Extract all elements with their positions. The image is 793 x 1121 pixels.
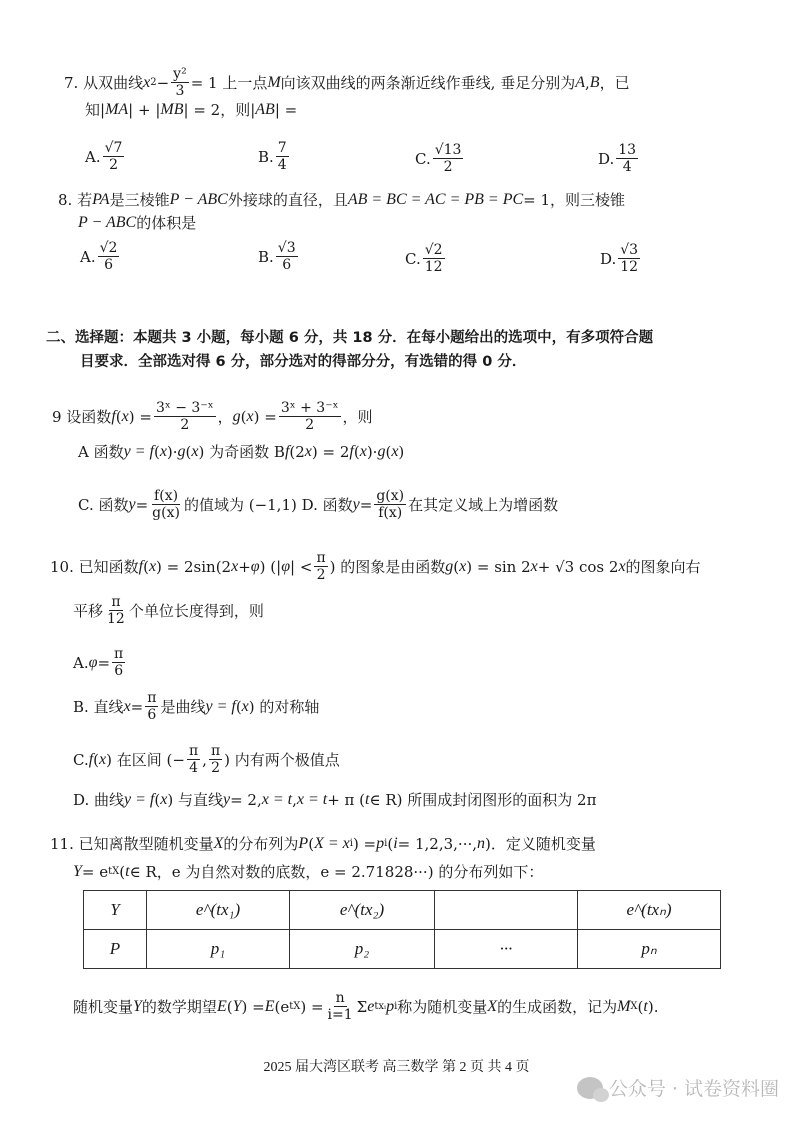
- math-symbol: MB: [160, 101, 184, 118]
- q8-option-b: [258, 240, 300, 273]
- math-symbol: X = x: [314, 835, 350, 852]
- text-run: 的生成函数，记为: [497, 997, 618, 1016]
- q7-option-b: [258, 140, 291, 173]
- math-symbol: x: [231, 557, 239, 575]
- text-run: ) 与直线: [167, 791, 223, 809]
- text-run: ) 为奇函数 B: [198, 443, 285, 461]
- text-run: (: [308, 835, 315, 853]
- denominator: 2: [443, 159, 453, 175]
- table-header-cell: P: [84, 930, 147, 969]
- text-run: 的数学期望: [141, 997, 217, 1016]
- fraction: [209, 743, 222, 776]
- fraction: [171, 66, 189, 99]
- numerator: √7: [104, 140, 123, 156]
- fraction: [150, 488, 182, 521]
- text-run: C.: [415, 149, 431, 168]
- text-run: (: [185, 443, 192, 461]
- fraction: [145, 690, 158, 723]
- text-run: ) 的图象是由函数: [329, 557, 446, 576]
- math-symbol: f: [349, 443, 354, 460]
- text-run: | =: [274, 101, 298, 119]
- math-symbol: y = f: [123, 443, 154, 460]
- fraction: [423, 242, 445, 275]
- math-symbol: g: [445, 557, 454, 575]
- fraction: [154, 400, 216, 433]
- denominator: 2: [109, 157, 118, 173]
- math-symbol: φ: [281, 557, 291, 575]
- q7-stem-line1: [64, 66, 630, 99]
- math-symbol: p: [376, 835, 385, 852]
- text-run: )·: [166, 443, 178, 461]
- table-row-y: [84, 891, 721, 930]
- text-run: (: [153, 443, 160, 461]
- math-symbol: x: [530, 557, 538, 575]
- math-symbol: AB = BC = AC = PB = PC: [347, 191, 524, 208]
- text-run: ).: [647, 997, 659, 1016]
- table-header-cell: Y: [84, 891, 147, 930]
- text-run: + π (: [327, 791, 366, 809]
- table-cell: e^(txₙ): [578, 891, 721, 930]
- numerator: π: [210, 743, 221, 759]
- math-symbol: i: [393, 835, 398, 852]
- fraction: [314, 550, 327, 583]
- text-run: (e: [274, 997, 290, 1016]
- math-symbol: MA: [105, 101, 129, 118]
- q8-stem-line2: [78, 213, 196, 233]
- denominator: i=1: [327, 1007, 353, 1023]
- text-run: B. 直线: [73, 697, 124, 716]
- math-symbol: X: [487, 997, 498, 1015]
- text-run: 外接球的直径，且: [227, 191, 348, 209]
- text-run: A.: [85, 147, 101, 166]
- denominator: 6: [147, 707, 157, 723]
- text-run: +: [238, 557, 251, 576]
- subscript: i: [349, 838, 353, 849]
- math-symbol: Y: [73, 863, 82, 880]
- numerator: 3ˣ + 3⁻ˣ: [280, 400, 339, 416]
- numerator: π: [316, 550, 326, 566]
- math-symbol: φ: [88, 653, 98, 671]
- text-run: ∈ R，e 为自然对数的底数，e = 2.71828···) 的分布列如下：: [129, 863, 544, 881]
- math-symbol: f: [138, 557, 144, 575]
- text-run: D.: [598, 149, 615, 168]
- text-run: ,: [292, 791, 297, 809]
- math-symbol: f: [284, 443, 290, 460]
- math-symbol: g: [377, 443, 386, 460]
- superscript: 2: [150, 76, 157, 88]
- text-run: ) =: [253, 407, 277, 426]
- text-run: A.: [73, 653, 89, 672]
- denominator: 2: [211, 760, 220, 776]
- text-run: =: [359, 495, 373, 514]
- numerator: √2: [99, 240, 118, 256]
- math-symbol: x: [121, 407, 129, 425]
- fraction: [105, 594, 127, 627]
- text-run: 7. 从双曲线: [64, 73, 144, 92]
- numerator: g(x): [376, 488, 405, 504]
- q8-option-d: [600, 242, 642, 275]
- math-symbol: x: [304, 443, 312, 460]
- text-run: ) = sin 2: [466, 557, 531, 576]
- math-symbol: A: [575, 73, 585, 91]
- fraction: [276, 140, 289, 173]
- text-run: = 2,: [230, 791, 262, 809]
- table-cell: p₁: [147, 930, 290, 969]
- superscript: tX: [289, 1000, 301, 1012]
- text-run: 11. 已知离散型随机变量: [50, 835, 214, 853]
- distribution-table: [83, 890, 721, 969]
- math-symbol: x: [160, 791, 168, 808]
- math-symbol: y = f: [205, 697, 236, 715]
- wechat-icon: [577, 1077, 603, 1099]
- q10-option-b: [73, 690, 319, 723]
- table-cell: e^(tx₂): [290, 891, 435, 930]
- q11-stem-line2: [73, 862, 543, 882]
- text-run: (: [387, 835, 394, 853]
- table-cell: pₙ: [578, 930, 721, 969]
- text-run: | + |: [128, 101, 161, 119]
- text-run: = 1,2,3,···,: [397, 835, 477, 853]
- denominator: 12: [620, 259, 639, 275]
- math-symbol: x: [159, 443, 167, 460]
- math-symbol: X: [213, 835, 224, 852]
- math-symbol: B: [589, 73, 600, 91]
- math-symbol: f: [88, 750, 94, 768]
- math-symbol: x: [191, 443, 199, 460]
- math-symbol: x: [618, 557, 626, 575]
- text-run: 10. 已知函数: [50, 557, 139, 576]
- text-run: ) 内有两个极值点: [224, 750, 340, 769]
- text-run: 的图象向右: [625, 557, 701, 576]
- subscript: i: [394, 1000, 398, 1012]
- fraction: [112, 646, 125, 679]
- text-run: | <: [290, 557, 313, 576]
- math-symbol: y: [222, 791, 231, 808]
- text-run: (: [385, 443, 392, 461]
- table-cell: ···: [435, 930, 578, 969]
- math-symbol: AB: [255, 101, 275, 118]
- denominator: 3: [175, 83, 185, 99]
- table-cell: e^(tx₁): [147, 891, 290, 930]
- text-run: 平移: [73, 601, 104, 620]
- text-run: 的值域为 (−1,1) D. 函数: [183, 495, 353, 514]
- q9-options-cd: [78, 488, 558, 521]
- numerator: √3: [620, 242, 639, 258]
- denominator: 12: [107, 611, 125, 627]
- table-row-p: [84, 930, 721, 969]
- superscript: txᵢ: [374, 1000, 387, 1012]
- text-run: )．定义随机变量: [485, 835, 596, 853]
- math-symbol: Y: [232, 997, 242, 1015]
- math-symbol: x: [241, 697, 249, 715]
- text-run: = e: [81, 863, 109, 881]
- denominator: 12: [424, 259, 443, 275]
- text-run: 9 设函数: [52, 407, 112, 426]
- math-symbol: x: [391, 443, 399, 460]
- numerator: π: [188, 743, 199, 759]
- math-symbol: φ: [250, 557, 260, 575]
- text-run: (: [353, 443, 360, 461]
- numerator: √13: [434, 142, 462, 158]
- text-run: ,: [585, 73, 590, 92]
- text-run: =: [97, 653, 111, 672]
- numerator: π: [111, 594, 121, 610]
- q9-options-ab: [78, 442, 404, 462]
- text-run: 8. 若: [58, 191, 93, 209]
- math-symbol: x: [143, 73, 151, 91]
- q7-option-c: [415, 142, 465, 175]
- text-run: C. 函数: [78, 495, 129, 514]
- q10-option-d: [73, 790, 596, 810]
- text-run: 称为随机变量: [397, 997, 488, 1016]
- text-run: ，则: [342, 407, 373, 426]
- text-run: =: [130, 697, 144, 716]
- text-run: 向该双曲线的两条渐近线作垂线, 垂足分别为: [280, 73, 576, 92]
- math-symbol: g: [232, 407, 241, 425]
- text-run: 的体积是: [136, 214, 197, 232]
- text-run: (: [637, 997, 644, 1016]
- text-run: ) (|: [259, 557, 282, 576]
- numerator: 7: [277, 140, 287, 156]
- math-symbol: P − ABC: [78, 214, 137, 231]
- math-symbol: y: [128, 495, 136, 513]
- denominator: 6: [104, 257, 113, 273]
- text-run: 在其定义域上为增函数: [408, 495, 559, 514]
- text-run: Σ: [356, 997, 368, 1016]
- math-symbol: n: [477, 835, 485, 852]
- denominator: 6: [114, 663, 124, 679]
- q11-stem-line1: [50, 834, 596, 854]
- q10-stem-line2: [73, 594, 264, 627]
- math-symbol: x = t: [261, 791, 293, 808]
- math-symbol: x: [459, 557, 467, 575]
- fraction: [374, 488, 406, 521]
- text-run: (2: [289, 443, 305, 461]
- text-run: ) =: [241, 997, 265, 1016]
- text-run: 的分布列为: [223, 835, 299, 853]
- text-run: ) 在区间 (−: [106, 750, 185, 769]
- math-symbol: x: [359, 443, 367, 460]
- numerator: √3: [277, 240, 296, 256]
- q9-stem: [52, 400, 373, 433]
- denominator: 4: [189, 760, 199, 776]
- fraction: [433, 142, 464, 175]
- math-symbol: t: [125, 863, 130, 880]
- math-symbol: y = f: [124, 791, 155, 808]
- denominator: f(x): [378, 505, 403, 521]
- denominator: 4: [622, 159, 632, 175]
- fraction: [103, 140, 125, 173]
- text-run: (: [154, 791, 161, 809]
- text-run: ，已: [599, 73, 630, 92]
- numerator: √2: [424, 242, 443, 258]
- text-run: ) = 2: [311, 443, 350, 461]
- math-symbol: M: [267, 73, 281, 91]
- text-run: ) =: [352, 835, 377, 853]
- math-symbol: t: [365, 791, 370, 808]
- table-cell: [435, 891, 578, 930]
- fraction: [616, 142, 638, 175]
- fraction: [279, 400, 341, 433]
- text-run: 是曲线: [160, 697, 206, 716]
- denominator: g(x): [152, 505, 180, 521]
- q7-option-d: [598, 142, 640, 175]
- text-run: | = 2，则|: [183, 101, 256, 119]
- text-run: =: [135, 495, 149, 514]
- fraction: [618, 242, 640, 275]
- table-cell: p₂: [290, 930, 435, 969]
- text-run: (: [93, 750, 100, 769]
- numerator: π: [114, 646, 124, 662]
- text-run: (: [115, 407, 122, 426]
- text-run: (: [453, 557, 460, 576]
- text-run: ) 的对称轴: [248, 697, 320, 716]
- numerator: y²: [173, 66, 187, 82]
- denominator: 2: [316, 567, 326, 583]
- math-symbol: P − ABC: [169, 191, 228, 208]
- text-run: (: [143, 557, 149, 576]
- superscript: tX: [108, 866, 120, 877]
- math-symbol: x = t: [296, 791, 328, 808]
- denominator: 4: [277, 157, 287, 173]
- text-run: ) = 2sin(2: [156, 557, 232, 576]
- math-symbol: x: [246, 407, 254, 425]
- text-run: ) =: [300, 997, 324, 1016]
- denominator: 6: [282, 257, 292, 273]
- text-run: B.: [258, 247, 274, 266]
- denominator: 2: [180, 417, 190, 433]
- text-run: + √3 cos 2: [537, 557, 619, 576]
- text-run: (: [240, 407, 247, 426]
- numerator: f(x): [154, 488, 179, 504]
- text-run: 知|: [85, 101, 106, 119]
- math-symbol: f: [111, 407, 116, 425]
- math-symbol: t: [643, 997, 648, 1015]
- math-symbol: M: [617, 997, 631, 1015]
- q7-stem-line2: [85, 100, 297, 120]
- q7-option-a: [85, 140, 126, 173]
- text-run: D. 曲线: [73, 791, 125, 809]
- text-run: (: [226, 997, 233, 1016]
- math-symbol: x: [123, 697, 131, 715]
- fraction: [276, 240, 298, 273]
- q8-option-a: [80, 240, 121, 273]
- math-symbol: P: [298, 835, 309, 852]
- text-run: ∈ R) 所围成封闭图形的面积为 2π: [369, 791, 597, 809]
- text-run: = 1 上一点: [190, 73, 268, 92]
- text-run: ): [398, 443, 405, 461]
- text-run: ) =: [128, 407, 152, 426]
- numerator: 13: [618, 142, 637, 158]
- text-run: C.: [73, 750, 89, 769]
- text-run: −: [156, 73, 170, 92]
- q10-stem-line1: [50, 550, 701, 583]
- numerator: 3ˣ − 3⁻ˣ: [155, 400, 214, 416]
- text-run: A 函数: [78, 443, 124, 461]
- q10-option-a: [73, 646, 127, 679]
- q10-option-c: [73, 743, 340, 776]
- section2-heading-line1: 二、选择题：本题共 3 小题，每小题 6 分，共 18 分．在每小题给出的选项中，有多项符合题: [46, 330, 654, 346]
- text-run: D.: [600, 249, 617, 268]
- watermark: [577, 1074, 779, 1101]
- text-run: (: [119, 863, 126, 881]
- denominator: 2: [305, 417, 315, 433]
- math-symbol: p: [386, 997, 395, 1015]
- page-footer: 2025 届大湾区联考 高三数学 第 2 页 共 4 页: [263, 1060, 530, 1075]
- math-symbol: PA: [92, 191, 110, 208]
- numerator: π: [147, 690, 157, 706]
- math-symbol: e: [367, 997, 375, 1015]
- q8-stem-line1: [58, 190, 625, 210]
- watermark-text: 公众号 · 试卷资料圈: [608, 1078, 779, 1100]
- text-run: C.: [405, 249, 421, 268]
- numerator: n: [335, 990, 345, 1006]
- math-symbol: g: [177, 443, 186, 460]
- fraction: [326, 990, 355, 1023]
- text-run: )·: [366, 443, 378, 461]
- text-run: 个单位长度得到，则: [128, 601, 264, 620]
- math-symbol: x: [99, 750, 107, 768]
- math-symbol: y: [352, 495, 360, 513]
- text-run: (: [235, 697, 242, 716]
- subscript: i: [384, 838, 388, 849]
- text-run: = 1，则三棱锥: [523, 191, 626, 209]
- section2-heading-line2: 目要求．全部选对得 6 分，部分选对的得部分分，有选错的得 0 分．: [80, 354, 527, 370]
- text-run: ，: [217, 407, 233, 426]
- text-run: ,: [202, 750, 207, 769]
- math-symbol: Y: [133, 997, 142, 1015]
- text-run: 随机变量: [73, 997, 134, 1016]
- text-run: A.: [80, 247, 96, 266]
- text-run: B.: [258, 147, 274, 166]
- subscript: X: [630, 1000, 638, 1012]
- fraction: [98, 240, 120, 273]
- q8-option-c: [405, 242, 447, 275]
- text-run: 是三棱锥: [109, 191, 170, 209]
- q11-expectation-line: [73, 990, 658, 1023]
- fraction: [187, 743, 200, 776]
- math-symbol: x: [148, 557, 157, 575]
- math-symbol: E: [264, 997, 275, 1015]
- math-symbol: E: [216, 997, 227, 1015]
